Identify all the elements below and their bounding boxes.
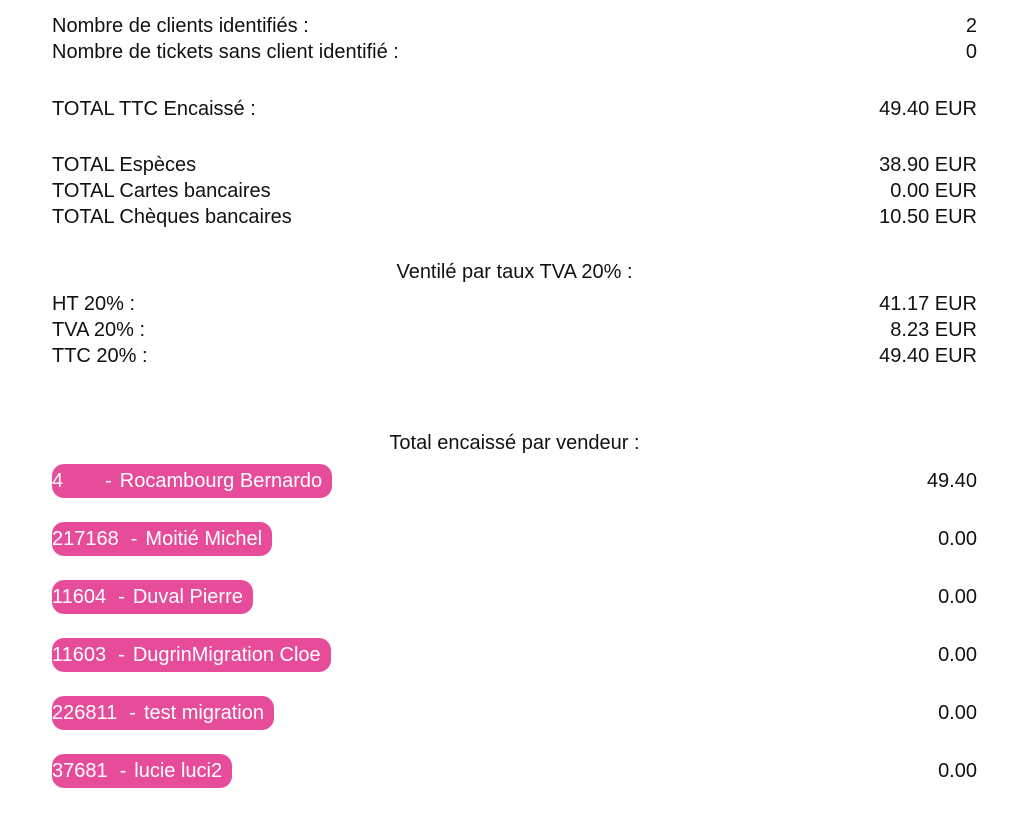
vendor-pill[interactable] xyxy=(52,464,332,498)
vendor-pill[interactable] xyxy=(52,696,274,730)
vat-row-label: TTC 20% : xyxy=(52,345,148,367)
vendor-separator: - xyxy=(130,528,138,550)
tickets-without-client-value: 0 xyxy=(965,41,977,63)
vendor-separator: - xyxy=(118,644,125,666)
tickets-without-client-row xyxy=(52,39,977,65)
vendor-name: Duval Pierre xyxy=(132,586,243,608)
clients-identified-label: Nombre de clients identifiés : xyxy=(52,15,309,37)
vendor-separator: - xyxy=(119,760,127,782)
vendor-id: 4 xyxy=(52,470,64,492)
vat-row-value: 49.40 EUR xyxy=(879,345,977,367)
total-ttc-label: TOTAL TTC Encaissé : xyxy=(52,98,256,120)
vendor-row xyxy=(52,754,977,788)
vendor-name: lucie luci2 xyxy=(134,760,223,782)
payment-row xyxy=(52,204,977,230)
vat-row xyxy=(52,317,977,343)
vendor-separator: - xyxy=(105,470,112,492)
vendor-total: 0.00 xyxy=(938,702,977,724)
payment-value: 10.50 EUR xyxy=(879,206,977,228)
payment-label: TOTAL Chèques bancaires xyxy=(52,206,292,228)
payment-row xyxy=(52,178,977,204)
vendor-pill[interactable] xyxy=(52,754,232,788)
tickets-without-client-label: Nombre de tickets sans client identifié : xyxy=(52,41,399,63)
vendor-id: 11604 xyxy=(52,586,107,608)
vendor-row xyxy=(52,580,977,614)
vat-breakdown-title: Ventilé par taux TVA 20% : xyxy=(396,261,633,283)
vendor-row xyxy=(52,638,977,672)
vendor-row xyxy=(52,522,977,556)
total-ttc-row xyxy=(52,96,977,122)
vendor-pill[interactable] xyxy=(52,522,272,556)
vendor-id: 226811 xyxy=(52,702,118,724)
report-container xyxy=(52,0,977,838)
vendor-id: 37681 xyxy=(52,760,108,782)
vendor-row xyxy=(52,464,977,498)
vendor-pill[interactable] xyxy=(52,580,253,614)
vendor-total: 0.00 xyxy=(938,528,977,550)
vat-row xyxy=(52,291,977,317)
vendor-total: 0.00 xyxy=(938,644,977,666)
total-ttc-value: 49.40 EUR xyxy=(879,98,977,120)
vendor-total: 49.40 xyxy=(926,470,977,492)
payment-label: TOTAL Cartes bancaires xyxy=(52,180,271,202)
vendor-name: Moitié Michel xyxy=(145,528,263,550)
vat-row-label: HT 20% : xyxy=(52,293,135,315)
vat-row xyxy=(52,343,977,369)
vendor-separator: - xyxy=(118,586,125,608)
payment-label: TOTAL Espèces xyxy=(52,154,197,176)
vat-row-label: TVA 20% : xyxy=(52,319,146,341)
vendor-total: 0.00 xyxy=(938,760,977,782)
vendor-separator: - xyxy=(129,702,136,724)
vendor-total: 0.00 xyxy=(938,586,977,608)
clients-identified-value: 2 xyxy=(965,15,977,37)
vat-row-value: 8.23 EUR xyxy=(890,319,977,341)
vendor-id: 11603 xyxy=(52,644,107,666)
vendor-pill[interactable] xyxy=(52,638,331,672)
payment-row xyxy=(52,152,977,178)
vendor-name: Rocambourg Bernardo xyxy=(119,470,323,492)
vendor-id: 217168 xyxy=(52,528,119,550)
payment-value: 0.00 EUR xyxy=(890,180,977,202)
vendor-name: test migration xyxy=(143,702,264,724)
vat-row-value: 41.17 EUR xyxy=(879,293,977,315)
vendor-row xyxy=(52,696,977,730)
vendors-title: Total encaissé par vendeur : xyxy=(389,432,640,454)
payment-value: 38.90 EUR xyxy=(879,154,977,176)
clients-identified-row xyxy=(52,13,977,39)
vendor-name: DugrinMigration Cloe xyxy=(132,644,321,666)
